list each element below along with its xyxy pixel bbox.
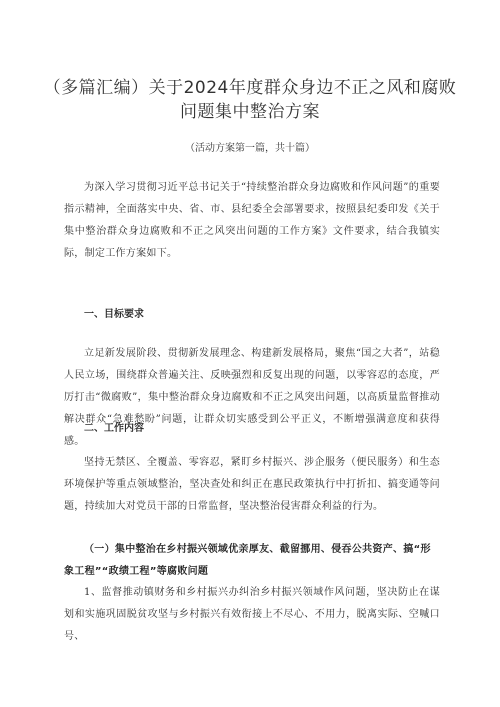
subsection-heading-rural-revitalization: （一）集中整治在乡村振兴领域优亲厚友、截留挪用、侵吞公共资产、搞“形象工程”“政绩工程”等腐败问题 [64, 544, 431, 577]
document-title: （多篇汇编）关于2024年度群众身边不正之风和腐败问题集中整治方案 [43, 78, 457, 122]
intro-paragraph: 为深入学习贯彻习近平总书记关于“持续整治群众身边腐败和作风问题”的重要指示精神，全面落实中央、省、市、县纪委全会部署要求，按照县纪委印发《关于集中整治群众身边腐败和不正之风突出问题的工作方案》文件要求，结合我镇实际，制定工作方案如下。 [64, 182, 440, 259]
document-subtitle: （活动方案第一篇，共十篇） [185, 143, 315, 154]
section-heading-goals: 一、目标要求 [84, 309, 144, 320]
section-heading-work-content: 二、工作内容 [84, 423, 144, 434]
list-item-1: 1、监督推动镇财务和乡村振兴办纠治乡村振兴领域作风问题，坚决防止在谋划和实施巩固脱贫攻坚与乡村振兴有效衔接上不尽心、不用力，脱离实际、空喊口号、 [64, 587, 440, 642]
section-body-goals: 立足新发展阶段、贯彻新发展理念、构建新发展格局，聚焦“国之大者”，站稳人民立场，围绕群众普遍关注、反映强烈和反复出现的问题，以零容忍的态度，严厉打击“微腐败”，集中整治群众身边腐败和不正之风突出问题，以高质量监督推动解决群众“急难愁盼”问题，让群众切实感受到公平正义，不断增强满意度和获得感。 [64, 348, 440, 447]
section-body-work-content: 坚持无禁区、全覆盖、零容忍，紧盯乡村振兴、涉企服务（便民服务）和生态环境保护等重点领域整治，坚决查处和纠正在惠民政策执行中打折扣、搞变通等问题，持续加大对党员干部的日常监督，坚决整治侵害群众利益的行为。 [64, 457, 440, 512]
